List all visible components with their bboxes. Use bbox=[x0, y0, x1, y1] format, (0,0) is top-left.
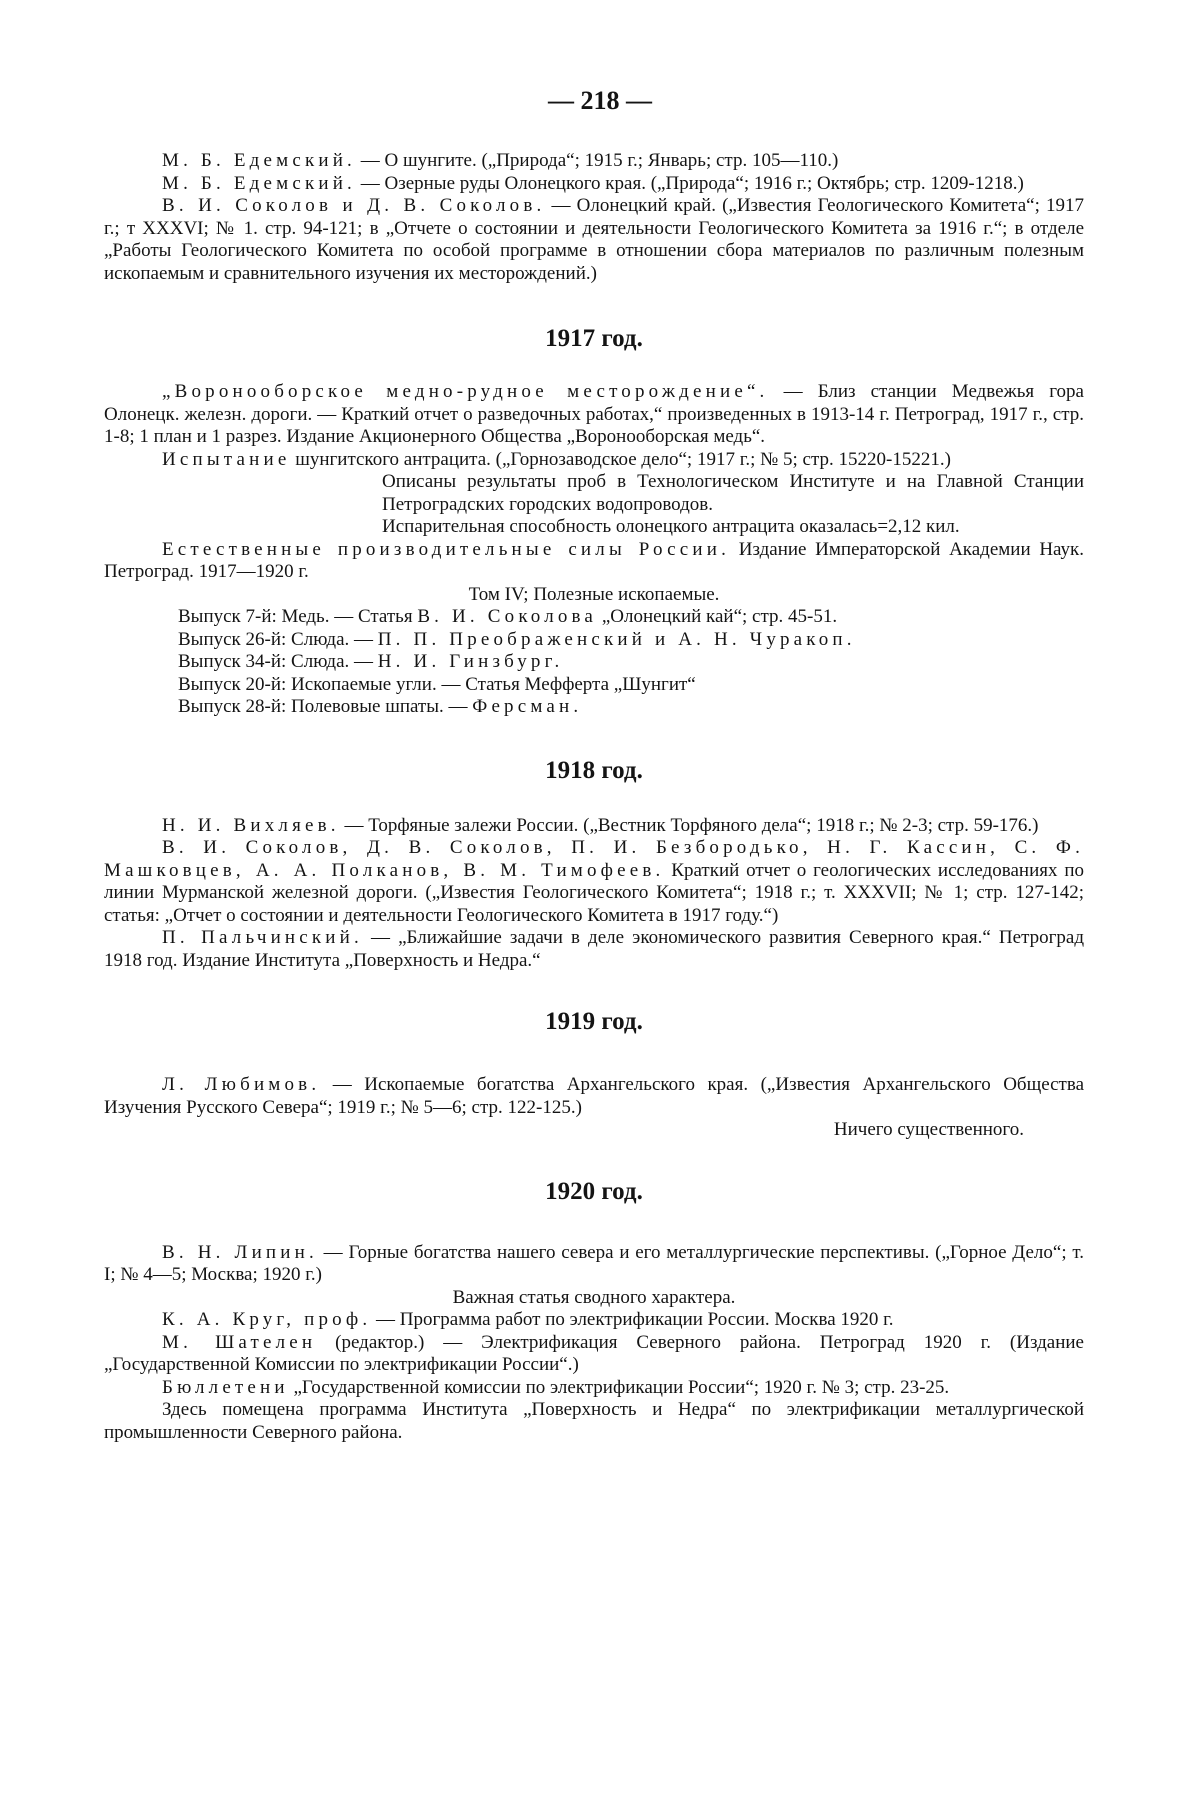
entry-author: Испытание bbox=[162, 448, 291, 470]
entry-author: К. А. Круг, проф. bbox=[162, 1309, 372, 1330]
entry-author: М. Б. Едемский. bbox=[162, 150, 356, 171]
entry-text: шунгитского антрацита. („Горнозаводское дело“; 1917 г.; № 5; стр. 15220-15221.) bbox=[290, 448, 951, 470]
entry-text: — О шунгите. („Природа“; 1915 г.; Январь; стр. 105—110.) bbox=[355, 150, 839, 171]
entry-author: Л. Любимов. bbox=[162, 1074, 321, 1095]
entry-author: Естественные производительные силы России. bbox=[162, 538, 731, 560]
entry-author: Бюллетени bbox=[162, 1376, 289, 1398]
entry-text: (редактор.) — Электрификация Северного района. Петроград 1920 г. (Издание „Государственной Комиссии по электрификации России“.) bbox=[104, 1331, 1084, 1375]
entry bbox=[104, 539, 1084, 584]
entry-text: Краткий отчет о геологических исследованиях по линии Мурманской железной дороги. („Известия Геологического Комитета“; 1918 г.; т. XXXVII; № 1; стр. 127-142; статья: „Отчет о состоянии и деятельности Геологического Комитета в 1917 году.“) bbox=[104, 859, 1084, 926]
entry-author: В. Н. Липин. bbox=[162, 1241, 318, 1263]
entry bbox=[104, 1332, 1084, 1377]
issue-line bbox=[104, 696, 1084, 719]
issue-tail: „Олонецкий кай“; стр. 45-51. bbox=[597, 606, 838, 627]
entry bbox=[104, 1242, 1084, 1287]
entry-text: „Государственной комиссии по электрификации России“; 1920 г. № 3; стр. 23-25. bbox=[288, 1376, 950, 1398]
entry bbox=[104, 1074, 1084, 1119]
issue-text: Выпуск 7-й: Медь. — Статья bbox=[178, 606, 418, 627]
issue-line bbox=[104, 606, 1084, 629]
year-heading-1917: 1917 год. bbox=[545, 325, 643, 352]
entry bbox=[104, 1377, 1084, 1400]
issue-author: П. П. Преображенский и А. Н. Чуракоп. bbox=[377, 628, 856, 650]
entry-note: Испарительная способность олонецкого антрацита оказалась=2,12 кил. bbox=[382, 516, 960, 537]
entry bbox=[104, 1309, 1084, 1332]
entry-note: Важная статья сводного характера. bbox=[452, 1286, 736, 1308]
issue-line bbox=[104, 629, 1084, 652]
entry-text: — „Ближайшие задачи в деле экономического развития Северного края.“ Петроград 1918 год. Издание Института „Поверхность и Недра.“ bbox=[104, 927, 1084, 971]
bibliography-body bbox=[104, 150, 1084, 1444]
entry-text: — Олонецкий край. („Известия Геологического Комитета“; 1917 г.; т XXXVI; № 1. стр. 94-121; в „Отчете о состоянии и деятельности Геологического Комитета за 1916 г.“; в отделе „Работы Геологического Комитета по особой программе в отношении сбора материалов по различным полезным ископаемым и сравнительного изучения их месторождений.) bbox=[104, 195, 1084, 284]
entry-note: Ничего существенного. bbox=[833, 1119, 1024, 1140]
entry-text: — Программа работ по электрификации России. Москва 1920 г. bbox=[371, 1309, 894, 1330]
issue-text: Выпуск 20-й: Ископаемые угли. — Статья Мефферта „Шунгит“ bbox=[178, 673, 696, 695]
entry-volume: Том IV; Полезные ископаемые. bbox=[468, 583, 720, 605]
entry-author: Н. И. Вихляев. bbox=[162, 814, 340, 836]
entry-author: М. Шателен bbox=[162, 1331, 317, 1353]
year-heading-1920: 1920 год. bbox=[545, 1177, 643, 1205]
entry bbox=[104, 837, 1084, 927]
entry bbox=[104, 927, 1084, 972]
issue-author: В. И. Соколова bbox=[417, 606, 598, 627]
year-heading-1918: 1918 год. bbox=[545, 756, 643, 784]
entry-author: М. Б. Едемский. bbox=[162, 172, 356, 194]
entry-author: В. И. Соколов и Д. В. Соколов. bbox=[162, 195, 546, 216]
entry bbox=[104, 173, 1084, 196]
entry-note: Описаны результаты проб в Технологическом Институте и на Главной Станции Петроградских городских водопроводов. bbox=[382, 471, 1084, 515]
entry bbox=[104, 815, 1084, 838]
entry bbox=[104, 381, 1084, 449]
issue-author: Н. И. Гинзбург. bbox=[377, 651, 564, 672]
entry bbox=[104, 150, 1084, 173]
entry-text: — Торфяные залежи России. („Вестник Торфяного дела“; 1918 г.; № 2-3; стр. 59-176.) bbox=[339, 814, 1039, 836]
entry-text: — Ископаемые богатства Архангельского края. („Известия Архангельского Общества Изучения Русского Севера“; 1919 г.; № 5—6; стр. 122-125.) bbox=[104, 1074, 1085, 1118]
entry bbox=[104, 195, 1084, 285]
entry-text: Издание Императорской Академии Наук. Петроград. 1917—1920 г. bbox=[104, 538, 1085, 582]
entry bbox=[104, 449, 1084, 472]
entry-note: Здесь помещена программа Института „Поверхность и Недра“ по электрификации металлургической промышленности Северного района. bbox=[104, 1399, 1084, 1443]
issue-line bbox=[104, 651, 1084, 674]
issue-text: Выпуск 28-й: Полевовые шпаты. — bbox=[178, 696, 473, 717]
issue-text: Выпуск 34-й: Слюда. — bbox=[178, 651, 378, 672]
issue-author: Ферсман. bbox=[472, 696, 583, 717]
entry-text: — Близ станции Медвежья гора Олонецк. железн. дороги. — Краткий отчет о разведочных работах,“ произведенных в 1913-14 г. Петроград, 1917 г., стр. 1-8; 1 план и 1 разрез. Издание Акционерного Общества „Воронооборская медь“. bbox=[104, 381, 1084, 447]
entry-author: П. Пальчинский. bbox=[162, 927, 363, 948]
year-heading-1919: 1919 год. bbox=[545, 1008, 643, 1035]
entry-author: „Воронооборское медно-рудное месторождение“. bbox=[162, 381, 769, 402]
issue-text: Выпуск 26-й: Слюда. — bbox=[178, 628, 378, 650]
entry-text: — Озерные руды Олонецкого края. („Природа“; 1916 г.; Октябрь; стр. 1209-1218.) bbox=[355, 172, 1024, 194]
entry-text: — Горные богатства нашего севера и его металлургические перспективы. („Горное Дело“; т. I; № 4—5; Москва; 1920 г.) bbox=[104, 1241, 1084, 1285]
page-number: — 218 — bbox=[548, 86, 652, 115]
issue-line bbox=[104, 674, 1084, 697]
entry-author: В. И. Соколов, Д. В. Соколов, П. И. Безбородько, Н. Г. Кассин, С. Ф. Машковцев, А. А. Полканов, В. М. Тимофеев. bbox=[104, 837, 1084, 881]
